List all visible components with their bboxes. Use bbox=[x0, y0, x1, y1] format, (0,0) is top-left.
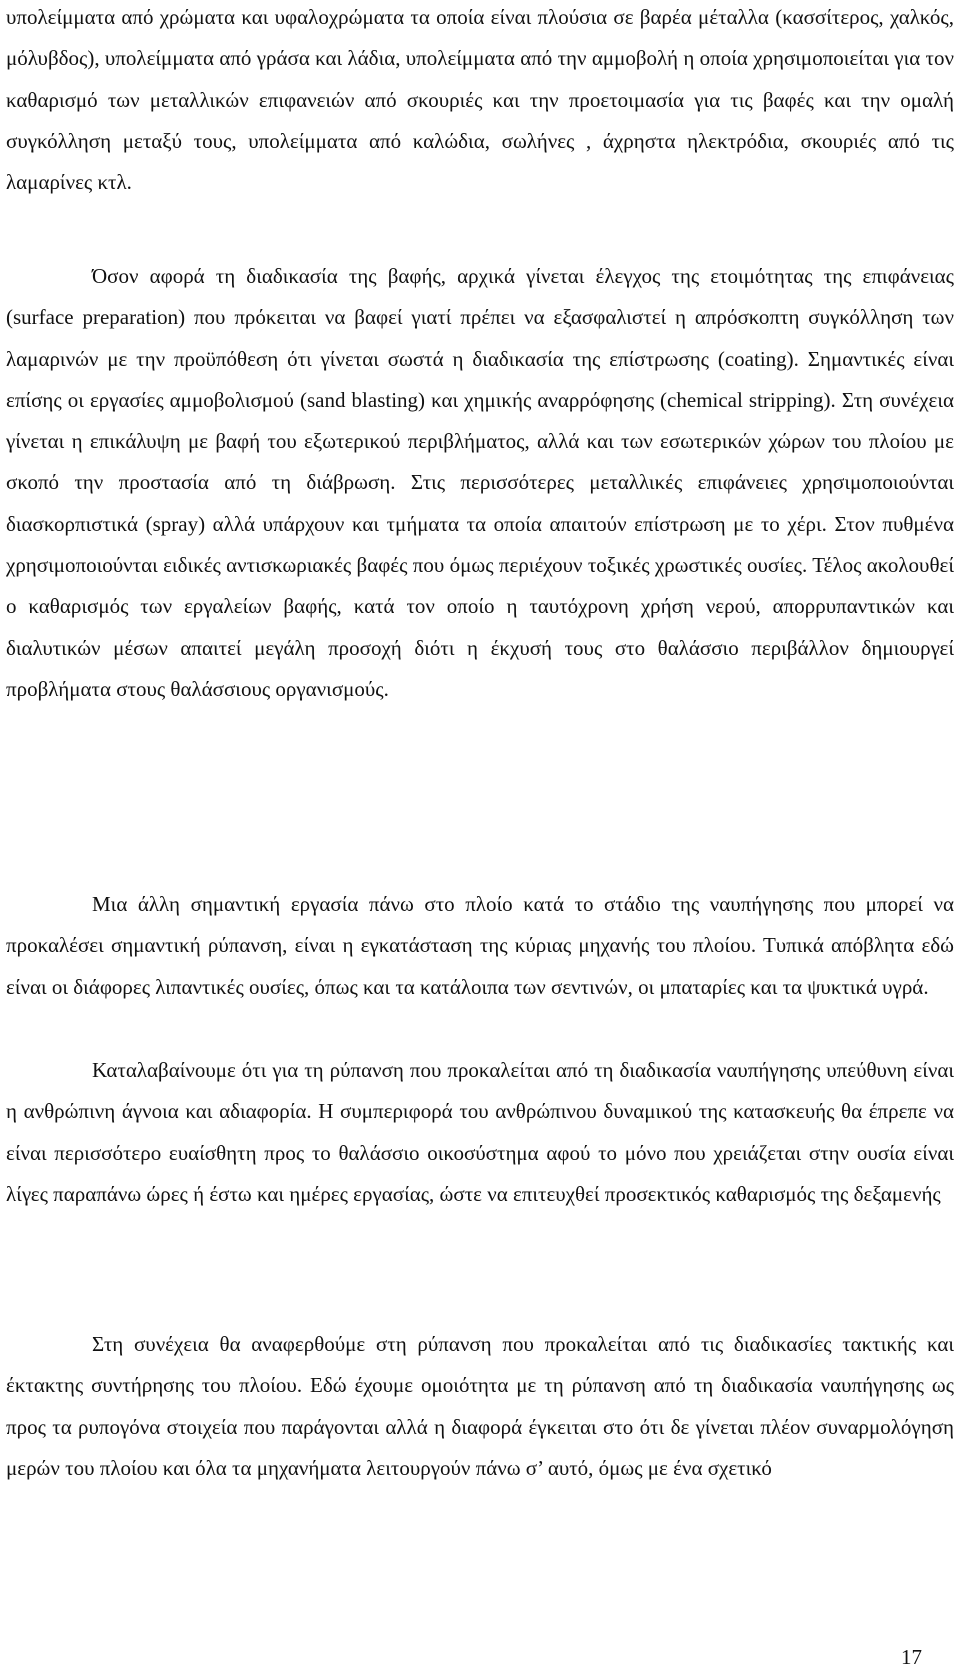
paragraph-maintenance-block bbox=[6, 1324, 954, 1489]
paragraph-painting-process: Όσον αφορά τη διαδικασία της βαφής, αρχικά γίνεται έλεγχος της ετοιμότητας της επιφάνειας (surface preparation) που πρόκειται να βαφεί γιατί πρέπει να εξασφαλιστεί η απρόσκοπτη συγκόλληση των λαμαρινών με την προϋπόθεση ότι γίνεται σωστά η διαδικασία της επίστρωσης (coating). Σημαντικές είναι επίσης οι εργασίες αμμοβολισμού (sand blasting) και χημικής αναρρόφησης (chemical stripping). Στη συνέχεια γίνεται η επικάλυψη με βαφή του εξωτερικού περιβλήματος, αλλά και των εσωτερικών χώρων του πλοίου με σκοπό την προστασία από τη διάβρωση. Στις περισσότερες μεταλλικές επιφάνειες χρησιμοποιούνται διασκορπιστικά (spray) αλλά υπάρχουν και τμήματα τα οποία απαιτούν επίστρωση με το χέρι. Στον πυθμένα χρησιμοποιούνται ειδικές αντισκωριακές βαφές που όμως περιέχουν τοξικές χρωστικές ουσίες. Τέλος ακολουθεί ο καθαρισμός των εργαλείων βαφής, κατά τον οποίο η ταυτόχρονη χρήση νερού, απορρυπαντικών και διαλυτικών μέσων απαιτεί μεγάλη προσοχή διότι η έκχυσή τους στο θαλάσσιο περιβάλλον δημιουργεί προβλήματα στους θαλάσσιους οργανισμούς. bbox=[6, 264, 954, 701]
paragraph-maintenance: Στη συνέχεια θα αναφερθούμε στη ρύπανση που προκαλείται από τις διαδικασίες τακτικής και έκτακτης συντήρησης του πλοίου. Εδώ έχουμε ομοιότητα με τη ρύπανση από τη διαδικασία ναυπήγησης ως προς τα ρυπογόνα στοιχεία που παράγονται αλλά η διαφορά έγκειται στο ότι δε γίνεται πλέον συναρμολόγηση μερών του πλοίου και όλα τα μηχανήματα λειτουργούν πάνω σ’ αυτό, όμως με ένα σχετικό bbox=[6, 1332, 954, 1480]
paragraph-human-ignorance: Καταλαβαίνουμε ότι για τη ρύπανση που προκαλείται από τη διαδικασία ναυπήγησης υπεύθυνη είναι η ανθρώπινη άγνοια και αδιαφορία. Η συμπεριφορά του ανθρώπινου δυναμικού της κατασκευής θα έπρεπε να είναι περισσότερο ευαίσθητη προς το θαλάσσιο οικοσύστημα αφού το μόνο που χρειάζεται στην ουσία είναι λίγες παραπάνω ώρες ή έστω και ημέρες εργασίας, ώστε να επιτευχθεί προσεκτικός καθαρισμός της δεξαμενής bbox=[6, 1058, 954, 1206]
paragraph-waste-residues-block bbox=[6, 0, 954, 203]
page-number: 17 bbox=[901, 1645, 922, 1669]
paragraph-main-engine: Μια άλλη σημαντική εργασία πάνω στο πλοίο κατά το στάδιο της ναυπήγησης που μπορεί να προκαλέσει σημαντική ρύπανση, είναι η εγκατάσταση της κύριας μηχανής του πλοίου. Τυπικά απόβλητα εδώ είναι οι διάφορες λιπαντικές ουσίες, όπως και τα κατάλοιπα των σεντινών, οι μπαταρίες και τα ψυκτικά υγρά. bbox=[6, 892, 954, 999]
paragraph-human-ignorance-block bbox=[6, 1050, 954, 1215]
paragraph-waste-residues: υπολείμματα από χρώματα και υφαλοχρώματα τα οποία είναι πλούσια σε βαρέα μέταλλα (κασσίτερος, χαλκός, μόλυβδος), υπολείμματα από γράσα και λάδια, υπολείμματα από την αμμοβολή η οποία χρησιμοποιείται για τον καθαρισμό των μεταλλικών επιφανειών από σκουριές και την προετοιμασία για τις βαφές και την ομαλή συγκόλληση μεταξύ τους, υπολείμματα από καλώδια, σωλήνες , άχρηστα ηλεκτρόδια, σκουριές από τις λαμαρίνες κτλ. bbox=[6, 5, 954, 195]
paragraph-main-engine-block bbox=[6, 884, 954, 1008]
paragraph-painting-process-block bbox=[6, 256, 954, 710]
